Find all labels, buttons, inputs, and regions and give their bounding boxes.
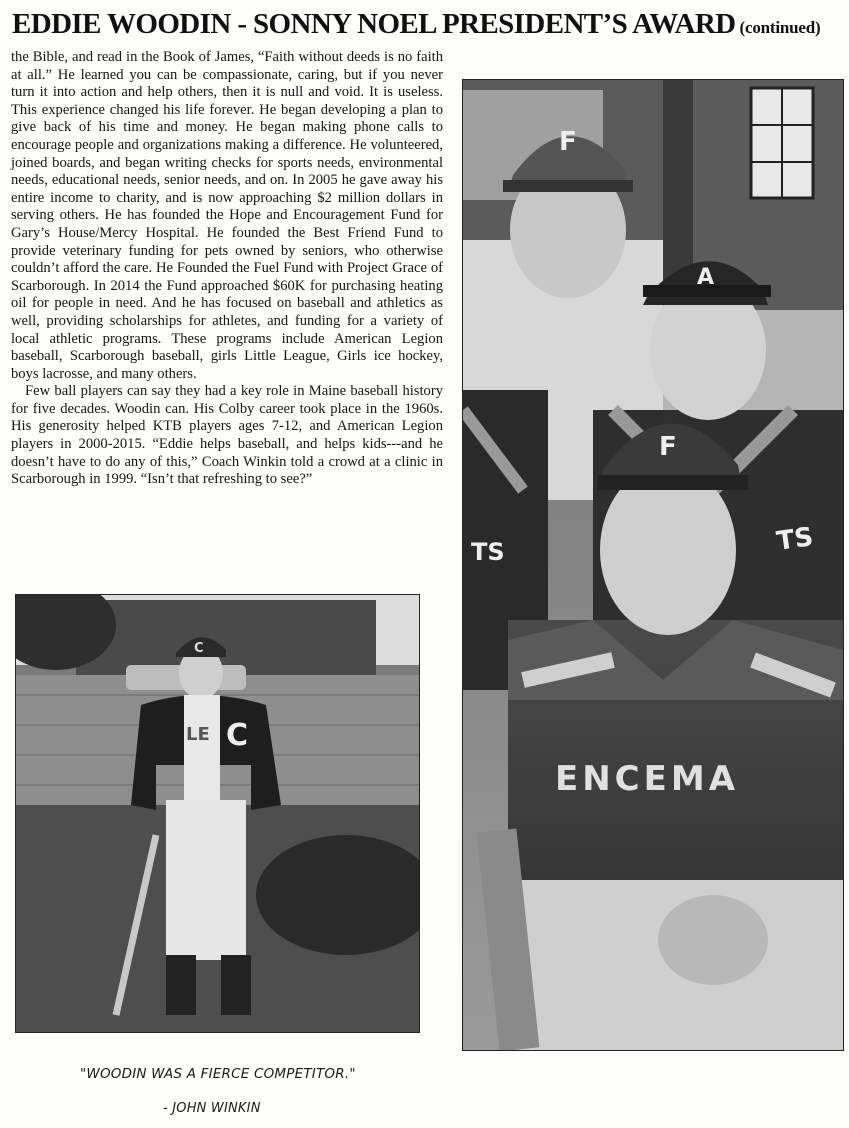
coach-jacket-letter: C xyxy=(226,718,249,753)
coach-jacket-text: LE xyxy=(186,724,210,745)
article-paragraph-1: the Bible, and read in the Book of James, “Faith without deeds is no faith at all.” He learned you can be compassionate, caring, but if you never turn it into action and help others, then it is null and void. It is useless. This experience changed his life forever. He began developing a plan to give back of his time and money. He began making phone calls to encourage people and organizations making a difference. He volunteered, joined boards, and began writing checks for sports needs, environmental needs, educational needs, senior needs, and on. In 2005 he gave away his entire income to charity, and is now approaching $2 million dollars in serving others. He has founded the Hope and Encouragement Fund for Gary’s House/Mercy Hospital. He founded the Best Friend Fund to provide veterinary funding for pets owned by seniors, who otherwise couldn’t afford the care. He Founded the Fuel Fund with Project Grace of Scarborough. In 2014 the Fund approached $60K for purchasing heating oil for people in need. And he has focused on baseball and athletics as well, providing scholarships for athletes, and funding for a variety of local athletic programs. These programs include American Legion baseball, Scarborough baseball, girls Little League, Girls ice hockey, boys lacrosse, and many others. xyxy=(11,49,443,382)
team-photo-image xyxy=(463,80,843,1050)
title-continued: (continued) xyxy=(739,18,821,37)
jersey-front-text: ENCEMA xyxy=(555,759,740,799)
title-main: EDDIE WOODIN - SONNY NOEL PRESIDENT’S AWARD xyxy=(12,8,736,40)
quote-attribution: - JOHN WINKIN xyxy=(163,1101,261,1116)
jersey-side-text-left: TS xyxy=(471,538,505,566)
coach-photo-image xyxy=(16,595,419,1032)
jersey-side-text-right: TS xyxy=(774,522,816,557)
article-paragraph-2: Few ball players can say they had a key role in Maine baseball history for five decades. Woodin can. His Colby career took place in the 1960s. His generosity helped KTB players ages 7-12, and American Legion players in 2000-2015. “Eddie helps baseball, and helps kids---and he doesn’t have to do any of this,” Coach Winkin told a crowd at a clinic in Scarborough in 1999. “Isn’t that refreshing to see?” xyxy=(11,383,443,488)
pull-quote: "WOODIN WAS A FIERCE COMPETITOR." xyxy=(80,1066,356,1082)
cap-letter-front: F xyxy=(659,432,677,462)
team-photo xyxy=(462,79,844,1051)
cap-letter-middle: A xyxy=(697,265,715,290)
page-title xyxy=(12,6,842,46)
coach-photo xyxy=(15,594,420,1033)
cap-letter-top: F xyxy=(559,127,577,157)
coach-cap-letter: C xyxy=(194,641,204,656)
article-body xyxy=(11,49,443,489)
